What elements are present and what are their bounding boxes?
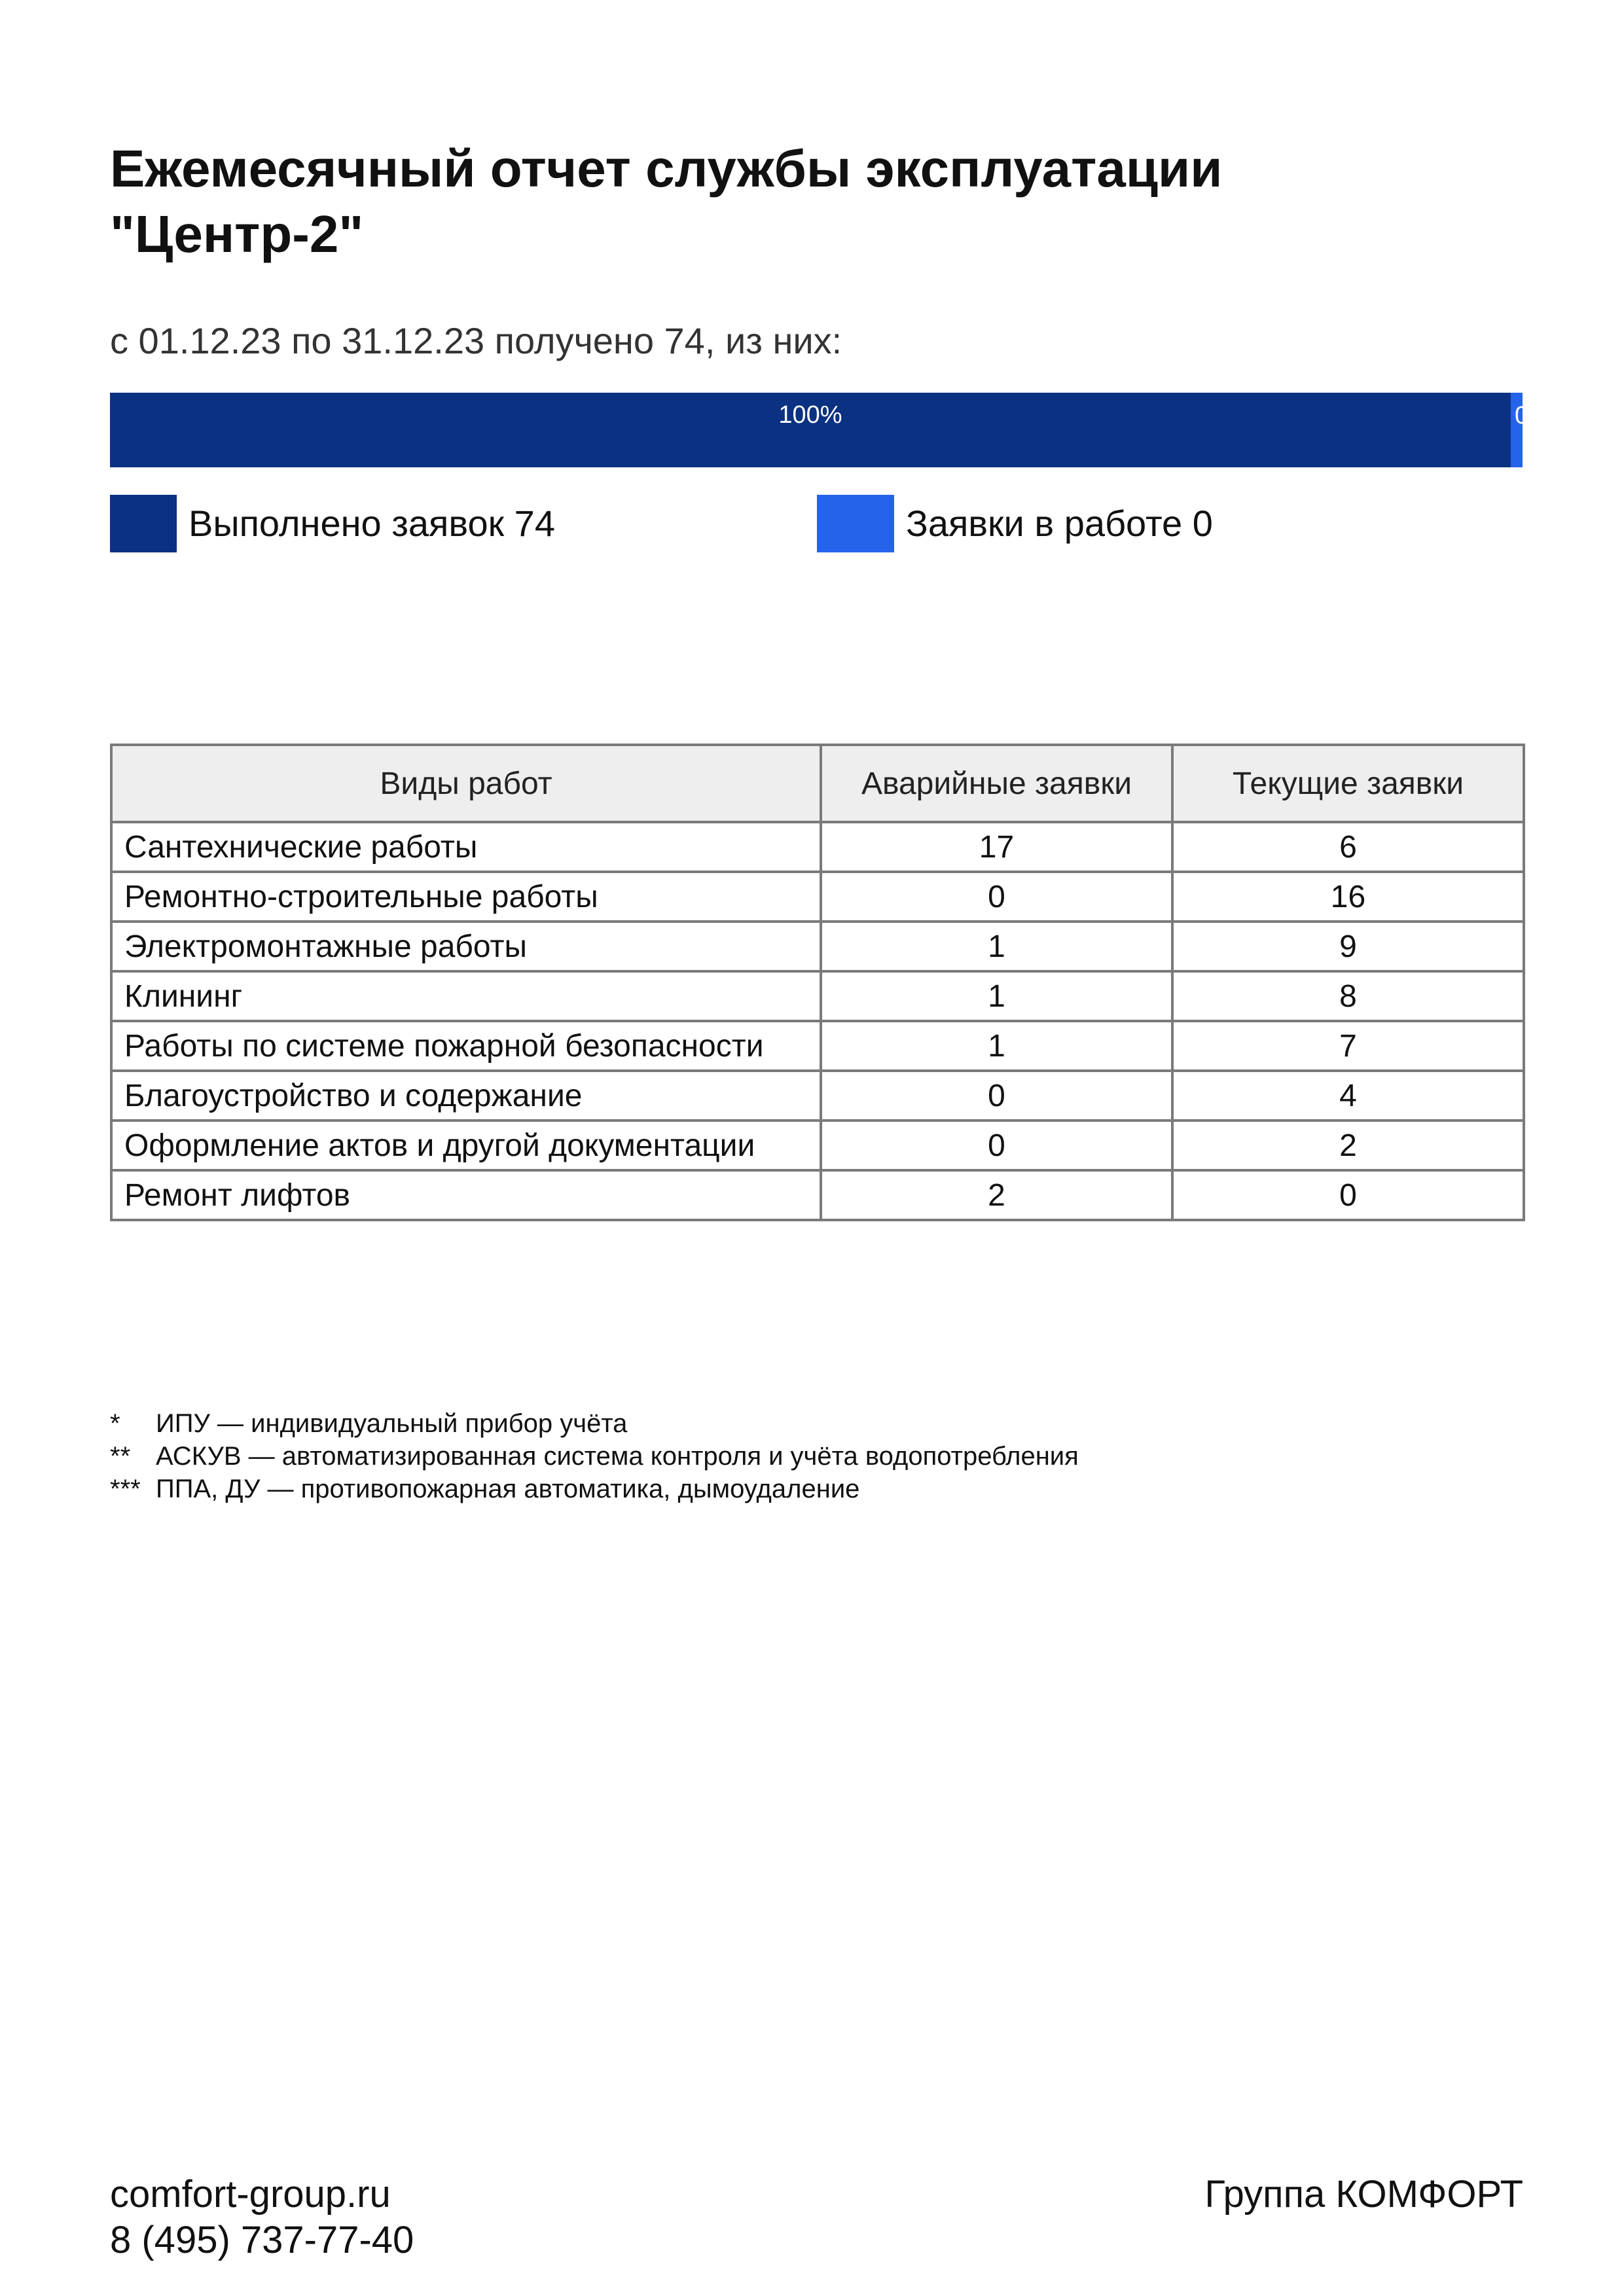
requests-status-bar	[110, 393, 1551, 467]
emergency-count-cell: 17	[821, 822, 1172, 872]
header-work-type: Виды работ	[111, 745, 821, 822]
footnote-text: ППА, ДУ — противопожарная автоматика, дымоудаление	[156, 1475, 860, 1503]
table-row	[111, 822, 1524, 872]
bar-segment-in-progress	[1511, 393, 1551, 467]
emergency-count-cell: 0	[821, 872, 1172, 922]
current-count-cell: 0	[1172, 1170, 1524, 1220]
table-row	[111, 872, 1524, 922]
legend-swatch-in-progress	[817, 495, 894, 552]
bar-segment-in-progress-label: 0%	[1515, 402, 1551, 429]
current-count-cell: 16	[1172, 872, 1524, 922]
legend-swatch-completed	[110, 495, 177, 552]
legend-item-in-progress	[817, 495, 1213, 552]
work-type-cell: Сантехнические работы	[111, 822, 821, 872]
footer-website-link[interactable]: comfort-group.ru	[110, 2173, 391, 2215]
current-count-cell: 6	[1172, 822, 1524, 872]
emergency-count-cell: 2	[821, 1170, 1172, 1220]
bar-segment-completed	[110, 393, 1511, 467]
footer-contacts	[110, 2172, 414, 2263]
summary-text: с 01.12.23 по 31.12.23 получено 74, из них:	[110, 320, 842, 361]
legend-item-completed	[110, 495, 555, 552]
legend-label-in-progress: Заявки в работе 0	[906, 503, 1213, 544]
work-type-cell: Работы по системе пожарной безопасности	[111, 1021, 821, 1071]
footnote	[110, 1473, 1079, 1505]
footnote-text: АСКУВ — автоматизированная система контроля и учёта водопотребления	[156, 1442, 1079, 1471]
current-count-cell: 8	[1172, 971, 1524, 1021]
header-emergency-requests: Аварийные заявки	[821, 745, 1172, 822]
bar-segment-completed-label: 100%	[778, 401, 842, 429]
table-row	[111, 1170, 1524, 1220]
footer-phone: 8 (495) 737-77-40	[110, 2219, 414, 2261]
emergency-count-cell: 1	[821, 922, 1172, 971]
current-count-cell: 7	[1172, 1021, 1524, 1071]
footnote	[110, 1407, 1079, 1440]
work-type-cell: Благоустройство и содержание	[111, 1071, 821, 1121]
current-count-cell: 9	[1172, 922, 1524, 971]
table-row	[111, 1121, 1524, 1170]
legend-label-completed: Выполнено заявок 74	[189, 503, 555, 544]
footnote-mark: *	[110, 1409, 120, 1438]
table-row	[111, 922, 1524, 971]
table-row	[111, 1071, 1524, 1121]
work-type-cell: Электромонтажные работы	[111, 922, 821, 971]
footnotes	[110, 1407, 1079, 1505]
current-count-cell: 4	[1172, 1071, 1524, 1121]
work-type-cell: Ремонтно-строительные работы	[111, 872, 821, 922]
footnote-mark: ***	[110, 1475, 141, 1503]
footer-company-name: Группа КОМФОРТ	[1204, 2173, 1523, 2215]
emergency-count-cell: 1	[821, 1021, 1172, 1071]
legend	[110, 495, 1523, 552]
table-row	[111, 1021, 1524, 1071]
work-type-cell: Ремонт лифтов	[111, 1170, 821, 1220]
work-type-cell: Оформление актов и другой документации	[111, 1121, 821, 1170]
page-title-line-1: Ежемесячный отчет службы эксплуатации	[110, 139, 1223, 198]
emergency-count-cell: 0	[821, 1071, 1172, 1121]
work-type-cell: Клининг	[111, 971, 821, 1021]
table-header-row	[111, 745, 1524, 822]
header-current-requests: Текущие заявки	[1172, 745, 1524, 822]
footnote-text: ИПУ — индивидуальный прибор учёта	[156, 1409, 628, 1438]
footnote	[110, 1440, 1079, 1473]
emergency-count-cell: 0	[821, 1121, 1172, 1170]
works-table	[110, 744, 1525, 1221]
page-title	[110, 136, 1517, 267]
table-row	[111, 971, 1524, 1021]
footnote-mark: **	[110, 1442, 131, 1471]
current-count-cell: 2	[1172, 1121, 1524, 1170]
emergency-count-cell: 1	[821, 971, 1172, 1021]
page-title-line-2: "Центр-2"	[110, 205, 364, 263]
